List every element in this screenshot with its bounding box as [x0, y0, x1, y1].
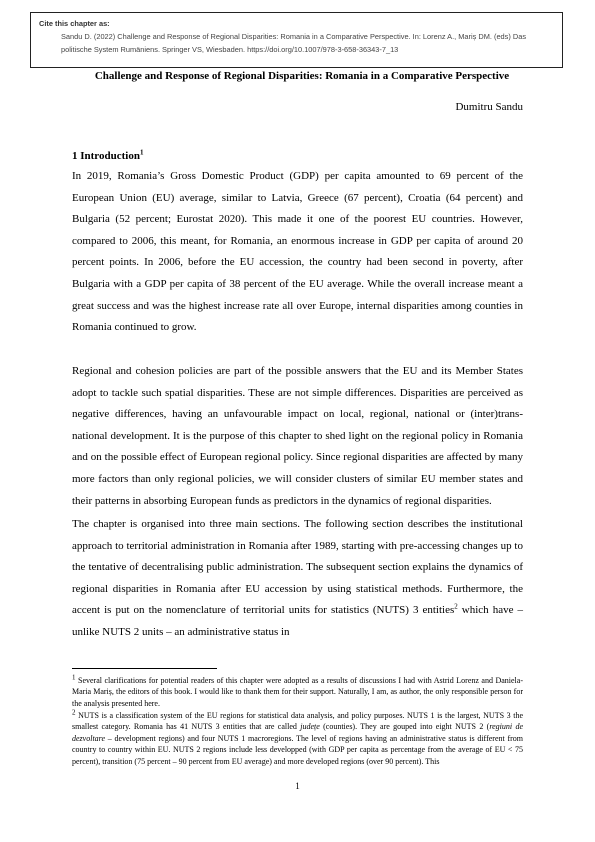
footnote-2: [72, 710, 523, 767]
citation-text: Sandu D. (2022) Challenge and Response of Regional Disparities: Romania in a Comparative Perspective. In: Lorenz A., Mariș DM. (eds) Das politische System Rumäniens. Springer VS, Wiesbaden. https://doi.org/10.1007/978-3-658-36343-7_13: [61, 32, 527, 54]
paragraph-2: Regional and cohesion policies are part of the possible answers that the EU and its Member States adopt to tackle such spatial disparities. These are not simple differences. Disparities are perceived as negative differences, having an unfavourable impact on local, regional, national or (inter)trans-national development. It is the purpose of this chapter to shed light on the regional policy in Romania and on the possible effect of European regional policy. Since regional disparities are affected by many more factors than only regional policies, we will consider clusters of similar EU member states and their patterns in absorbing European funds as predictors in the dynamics of regional disparities.: [72, 365, 523, 507]
footnote-separator: [72, 668, 217, 669]
footnote-1-text: Several clarifications for potential readers of this chapter were adopted as a results of discussions I had with Astrid Lorenz and Daniela-Maria Mariș, the editors of this book. I would like to thank them for their support. Naturally, I am, as author, the only responsible person for the analysis presented here.: [72, 676, 523, 708]
footnote-2-text-a: NUTS is a classification system of the EU regions for statistical data analysis, and policy purposes. NUTS 1 is the largest, NUTS 3 the smallest category. Romania has 41 NUTS 3 entities that are called: [72, 711, 523, 732]
footnote-2-text-c: – development regions) and four NUTS 1 macroregions. The level of regions having an administrative status is different from country to country within EU. NUTS 2 regions include less developped (with GDP per capita as percentage from the average of EU < 75 percent), transition (75 percent – 90 percent from EU average) and more developed regions (over 90 percent). This: [72, 733, 523, 766]
footnote-2-term-judete: județe: [300, 722, 320, 732]
footnote-marker-1[interactable]: 1: [139, 148, 144, 157]
author-name: Dumitru Sandu: [455, 101, 523, 113]
footnote-2-text-b: (counties). They are gouped into eight NUTS 2 (: [319, 722, 490, 732]
section-heading-text: 1 Introduction: [72, 150, 140, 162]
page-number: 1: [295, 781, 300, 791]
footnote-2-number: 2: [72, 708, 76, 717]
chapter-title: Challenge and Response of Regional Disparities: Romania in a Comparative Perspective: [94, 70, 510, 82]
footnote-marker-2[interactable]: 2: [454, 602, 458, 611]
footnote-2-term-regiuni: regiuni de dezvoltare: [72, 722, 524, 743]
section-heading: [72, 148, 143, 164]
paragraph-3: [72, 514, 523, 644]
paragraph-1: In 2019, Romania’s Gross Domestic Product (GDP) per capita amounted to 69 percent of the European Union (EU) average, similar to Latvia, Greece (67 percent), Croatia (64 percent) and Bulgaria (52 percent; Eurostat 2020). This made it one of the poorest EU countries. However, compared to 2006, this meant, for Romania, an enormous increase in GDP per capita of around 20 percent points. In 2006, before the EU accession, the country had been second in poverty, after Bulgaria with a GDP per capita of 38 percent of the EU average. While the overall increase meant a great success and was the highest increase rate all over Europe, internal disparities among counties in Romania continued to grow.: [72, 170, 523, 334]
footnote-1-number: 1: [72, 673, 76, 682]
paragraph-3-text-start: The chapter is organised into three main sections. The following section describes the institutional approach to territorial administration in Romania after 1989, starting with pre-accessing changes up to the tentative of decentralising public administration. The subsequent section explains the dynamics of regional disparities in Romania after EU accession by using statistical methods. Furthermore, the accent is put on the nomenclature of territorial units for statistics (NUTS) 3 entities: [72, 518, 523, 617]
paragraph-3-text-end: which have – unlike NUTS 2 units – an administrative status in: [72, 604, 523, 638]
footnote-1: [72, 675, 523, 709]
citation-box: [30, 12, 563, 68]
citation-label: Cite this chapter as:: [39, 19, 110, 28]
